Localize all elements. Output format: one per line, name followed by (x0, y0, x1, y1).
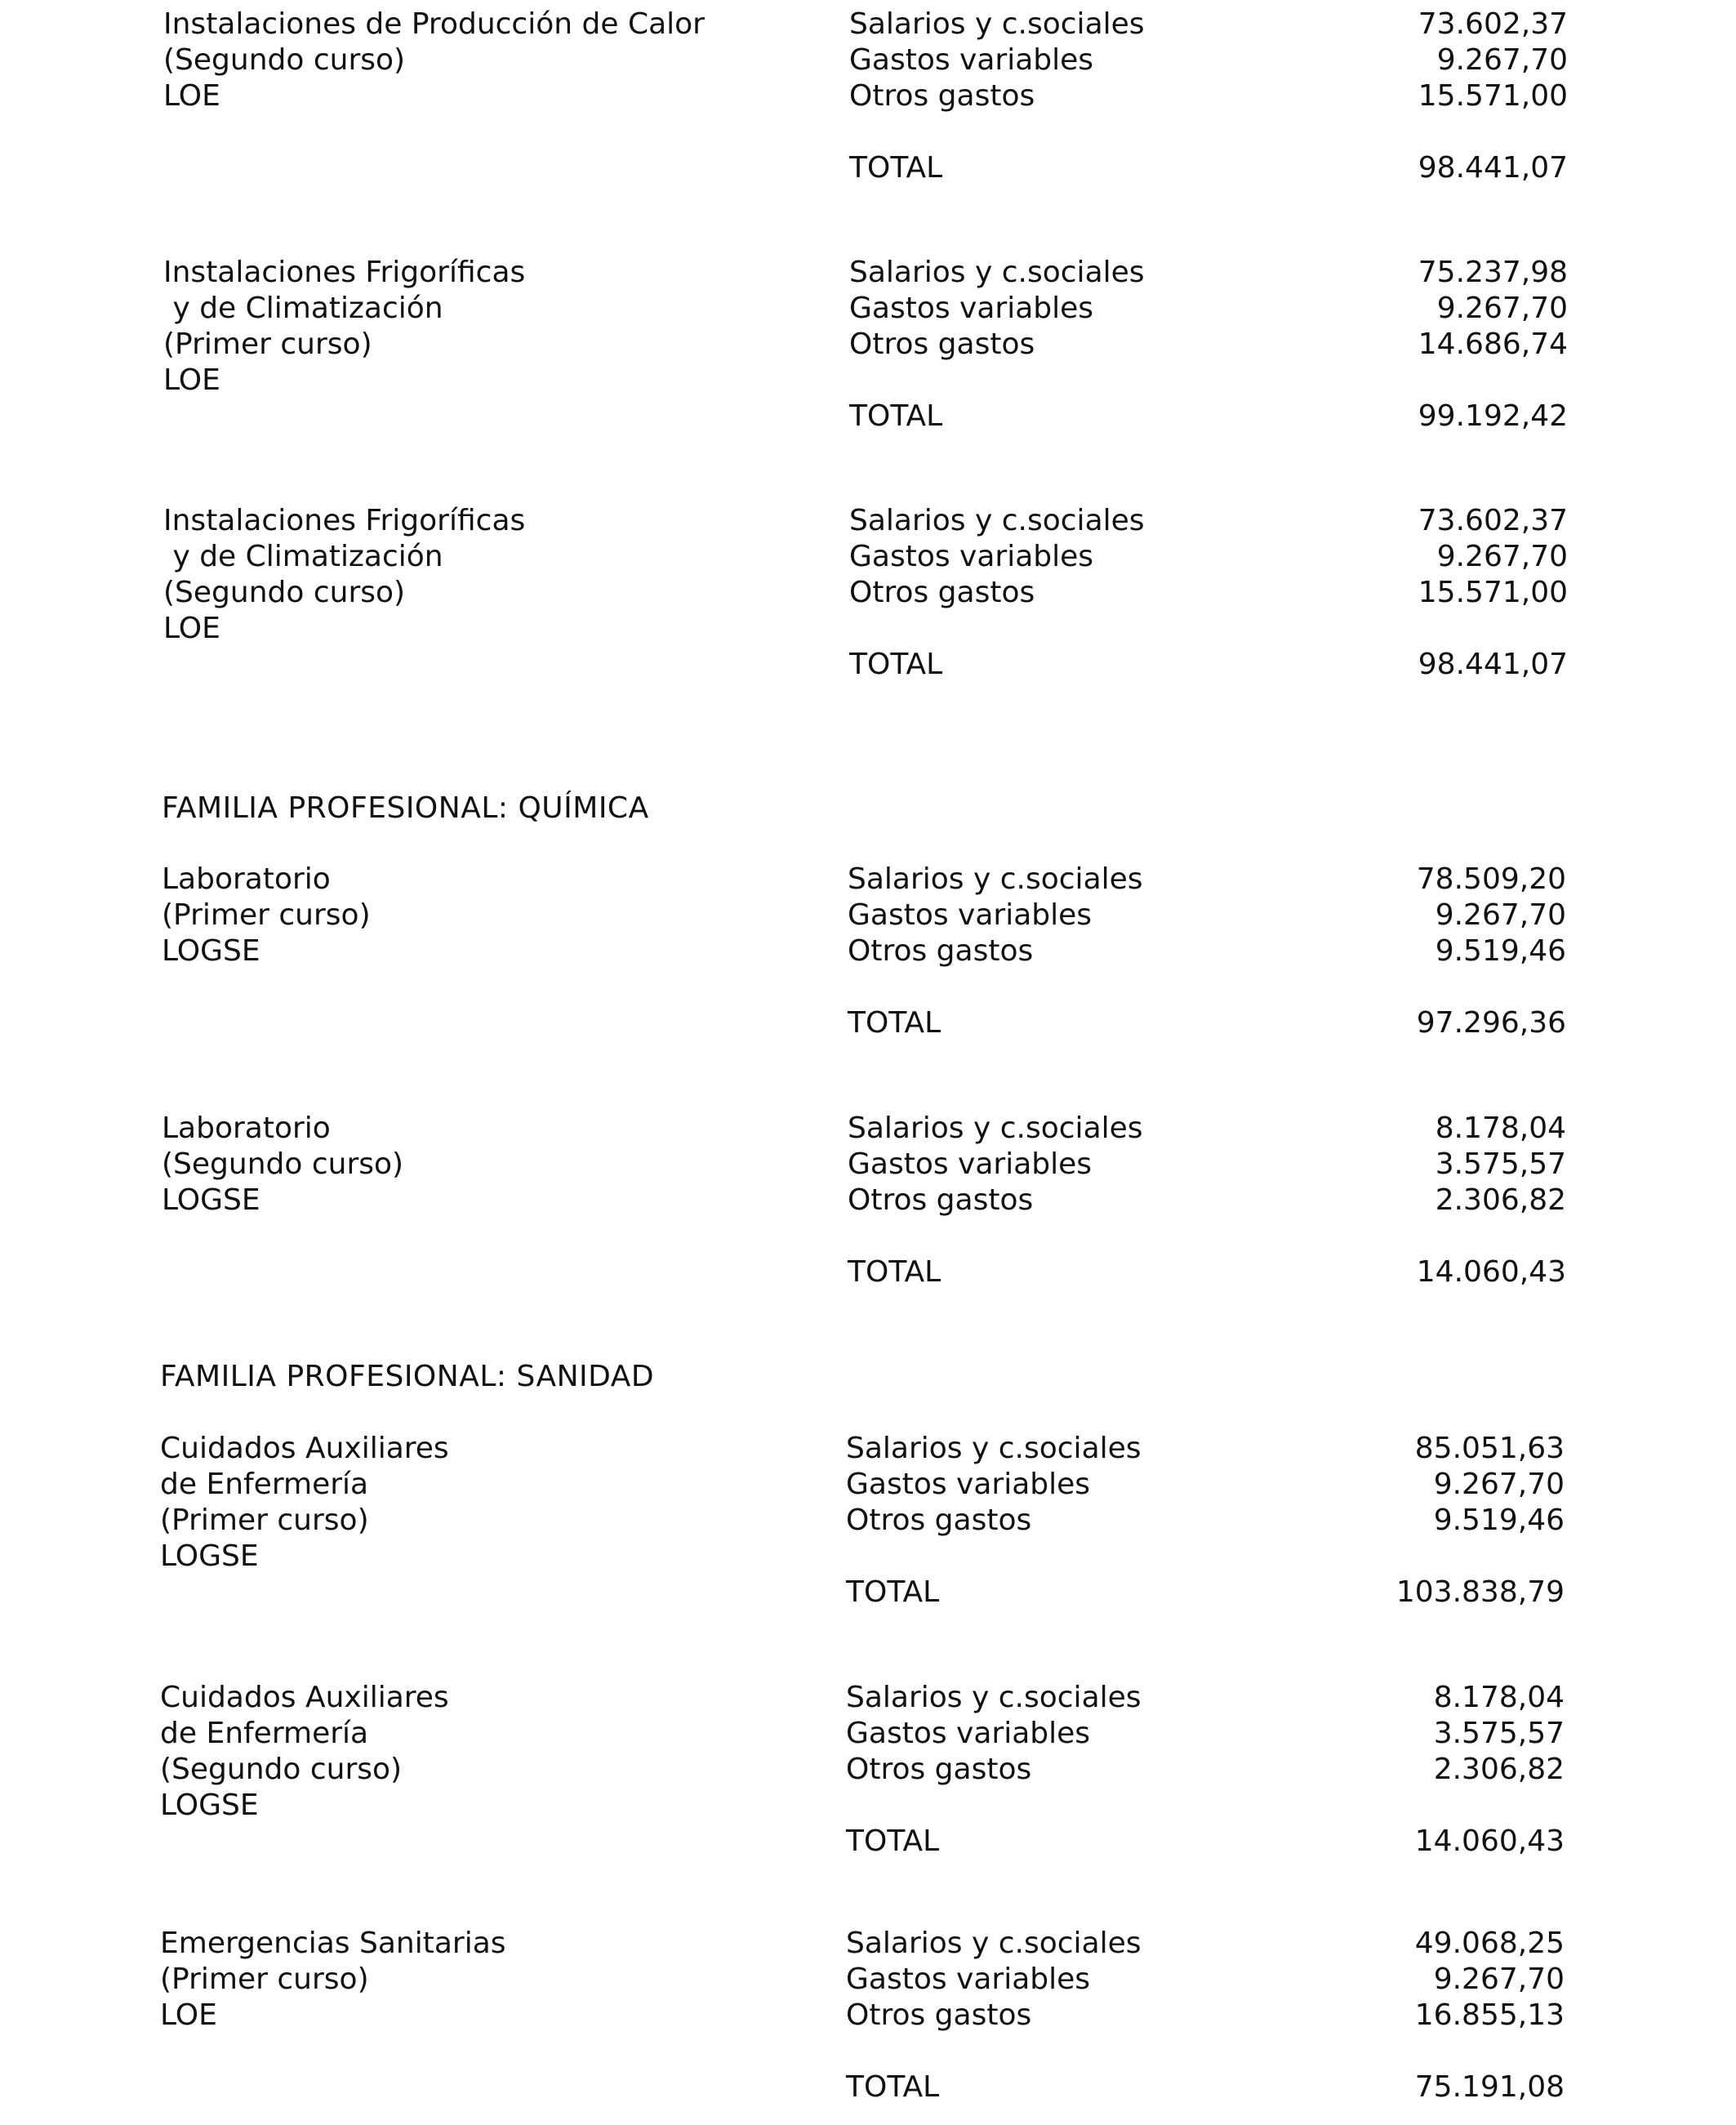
course-year-line: (Segundo curso) (162, 1147, 404, 1181)
total-amount: 99.192,42 (1418, 399, 1568, 433)
cost-row (849, 291, 1568, 327)
course-name (160, 1926, 797, 2034)
cost-breakdown (849, 503, 1568, 683)
course-name-line: y de Climatización (163, 540, 443, 573)
cost-amount: 9.267,70 (1436, 43, 1568, 77)
total-amount: 103.838,79 (1395, 1575, 1565, 1609)
cost-amount: 16.855,13 (1414, 1998, 1565, 2032)
cost-label: Gastos variables (846, 1962, 1091, 1996)
total-label: TOTAL (849, 151, 943, 185)
cost-amount: 9.267,70 (1435, 898, 1566, 932)
cost-label: Salarios y c.sociales (848, 1112, 1143, 1145)
cost-breakdown (849, 7, 1568, 186)
cost-label: Gastos variables (846, 1717, 1091, 1750)
cost-amount: 85.051,63 (1414, 1432, 1565, 1465)
total-row (849, 399, 1568, 434)
cost-label: Gastos variables (849, 540, 1094, 573)
course-year-line: (Primer curso) (160, 1504, 369, 1537)
total-row (849, 647, 1568, 683)
total-row (846, 2069, 1565, 2105)
course-name (160, 1680, 797, 1824)
cost-row (848, 898, 1566, 933)
cost-row (846, 1752, 1565, 1788)
cost-amount: 73.602,37 (1418, 7, 1568, 41)
cost-label: Gastos variables (849, 292, 1094, 325)
cost-amount: 9.267,70 (1436, 540, 1568, 573)
cost-amount: 15.571,00 (1418, 576, 1568, 609)
total-label: TOTAL (846, 1575, 940, 1609)
cost-label: Salarios y c.sociales (849, 256, 1145, 289)
cost-row (846, 1926, 1565, 1962)
cost-breakdown (846, 1680, 1565, 1860)
total-label: TOTAL (848, 1255, 941, 1289)
cost-amount: 9.267,70 (1433, 1468, 1565, 1501)
cost-row (849, 327, 1568, 363)
course-name-line: Instalaciones de Producción de Calor (163, 7, 705, 41)
course-name (163, 7, 800, 114)
cost-row (848, 1147, 1566, 1183)
cost-label: Salarios y c.sociales (846, 1927, 1142, 1960)
cost-label: Gastos variables (848, 1147, 1093, 1181)
course-law-line: LOE (163, 79, 220, 113)
course-name-line: Cuidados Auxiliares (160, 1681, 449, 1714)
course-law-line: LOGSE (160, 1539, 259, 1573)
family-heading: FAMILIA PROFESIONAL: QUÍMICA (162, 791, 649, 825)
cost-row (848, 1111, 1566, 1147)
cost-breakdown (848, 1111, 1566, 1290)
total-amount: 14.060,43 (1416, 1255, 1566, 1289)
cost-label: Gastos variables (849, 43, 1094, 77)
cost-label: Otros gastos (849, 327, 1035, 361)
cost-row (849, 575, 1568, 611)
cost-amount: 9.267,70 (1433, 1962, 1565, 1996)
cost-amount: 2.306,82 (1433, 1753, 1565, 1786)
course-name (160, 1431, 797, 1575)
cost-label: Salarios y c.sociales (846, 1432, 1142, 1465)
total-amount: 98.441,07 (1418, 151, 1568, 185)
course-name-line: Laboratorio (162, 1112, 331, 1145)
cost-amount: 9.267,70 (1436, 292, 1568, 325)
total-label: TOTAL (849, 399, 943, 433)
cost-amount: 8.178,04 (1433, 1681, 1565, 1714)
course-year-line: (Segundo curso) (163, 576, 406, 609)
course-name-line: Instalaciones Frigoríficas (163, 256, 526, 289)
cost-amount: 3.575,57 (1433, 1717, 1565, 1750)
course-law-line: LOE (163, 612, 220, 645)
total-amount: 98.441,07 (1418, 648, 1568, 681)
course-name-line: Cuidados Auxiliares (160, 1432, 449, 1465)
course-name-line: de Enfermería (160, 1468, 369, 1501)
cost-row (849, 78, 1568, 114)
course-law-line: LOE (163, 363, 220, 397)
cost-amount: 75.237,98 (1418, 256, 1568, 289)
cost-row (846, 1503, 1565, 1539)
cost-breakdown (846, 1431, 1565, 1610)
cost-row (846, 1962, 1565, 1998)
cost-row (846, 1716, 1565, 1752)
cost-label: Otros gastos (846, 1998, 1032, 2032)
cost-label: Otros gastos (846, 1504, 1032, 1537)
cost-amount: 2.306,82 (1435, 1183, 1566, 1217)
cost-amount: 8.178,04 (1435, 1112, 1566, 1145)
course-year-line: (Segundo curso) (160, 1753, 403, 1786)
total-amount: 75.191,08 (1414, 2070, 1565, 2104)
course-name-line: Instalaciones Frigoríficas (163, 504, 526, 537)
cost-breakdown (848, 862, 1566, 1041)
cost-label: Salarios y c.sociales (849, 7, 1145, 41)
total-amount: 14.060,43 (1414, 1824, 1565, 1858)
cost-amount: 14.686,74 (1418, 327, 1568, 361)
course-name-line: de Enfermería (160, 1717, 369, 1750)
cost-label: Gastos variables (846, 1468, 1091, 1501)
total-label: TOTAL (846, 1824, 940, 1858)
course-name (162, 1111, 799, 1218)
cost-row (846, 1431, 1565, 1467)
total-label: TOTAL (846, 2070, 940, 2104)
cost-label: Salarios y c.sociales (848, 862, 1143, 896)
course-name (163, 255, 800, 399)
total-label: TOTAL (848, 1006, 941, 1040)
cost-amount: 9.519,46 (1433, 1504, 1565, 1537)
cost-row (848, 1183, 1566, 1218)
total-row (849, 150, 1568, 186)
course-name-line: y de Climatización (163, 292, 443, 325)
course-name (163, 503, 800, 647)
family-heading: FAMILIA PROFESIONAL: SANIDAD (160, 1360, 655, 1393)
cost-row (848, 862, 1566, 898)
cost-row (849, 7, 1568, 42)
course-name-line: Emergencias Sanitarias (160, 1927, 506, 1960)
course-law-line: LOE (160, 1998, 217, 2032)
total-amount: 97.296,36 (1416, 1006, 1566, 1040)
cost-label: Otros gastos (848, 1183, 1034, 1217)
cost-amount: 3.575,57 (1435, 1147, 1566, 1181)
total-row (848, 1254, 1566, 1290)
cost-label: Otros gastos (846, 1753, 1032, 1786)
total-label: TOTAL (849, 648, 943, 681)
cost-label: Gastos variables (848, 898, 1093, 932)
cost-row (848, 933, 1566, 969)
cost-breakdown (849, 255, 1568, 434)
total-row (846, 1575, 1565, 1610)
cost-row (849, 42, 1568, 78)
cost-amount: 78.509,20 (1416, 862, 1566, 896)
cost-amount: 15.571,00 (1418, 79, 1568, 113)
cost-amount: 9.519,46 (1435, 934, 1566, 968)
course-law-line: LOGSE (162, 934, 260, 968)
cost-row (849, 503, 1568, 539)
course-law-line: LOGSE (162, 1183, 260, 1217)
course-name (162, 862, 799, 969)
course-name-line: Laboratorio (162, 862, 331, 896)
cost-label: Otros gastos (849, 79, 1035, 113)
cost-amount: 49.068,25 (1414, 1927, 1565, 1960)
cost-label: Otros gastos (848, 934, 1034, 968)
total-row (848, 1005, 1566, 1041)
cost-label: Otros gastos (849, 576, 1035, 609)
total-row (846, 1824, 1565, 1860)
cost-label: Salarios y c.sociales (849, 504, 1145, 537)
cost-label: Salarios y c.sociales (846, 1681, 1142, 1714)
course-year-line: (Primer curso) (160, 1962, 369, 1996)
course-year-line: (Primer curso) (162, 898, 371, 932)
cost-row (849, 255, 1568, 291)
course-year-line: (Segundo curso) (163, 43, 406, 77)
cost-row (846, 1467, 1565, 1503)
cost-amount: 73.602,37 (1418, 504, 1568, 537)
cost-row (849, 539, 1568, 575)
course-year-line: (Primer curso) (163, 327, 372, 361)
course-law-line: LOGSE (160, 1789, 259, 1822)
cost-row (846, 1680, 1565, 1716)
cost-breakdown (846, 1926, 1565, 2105)
cost-row (846, 1998, 1565, 2034)
